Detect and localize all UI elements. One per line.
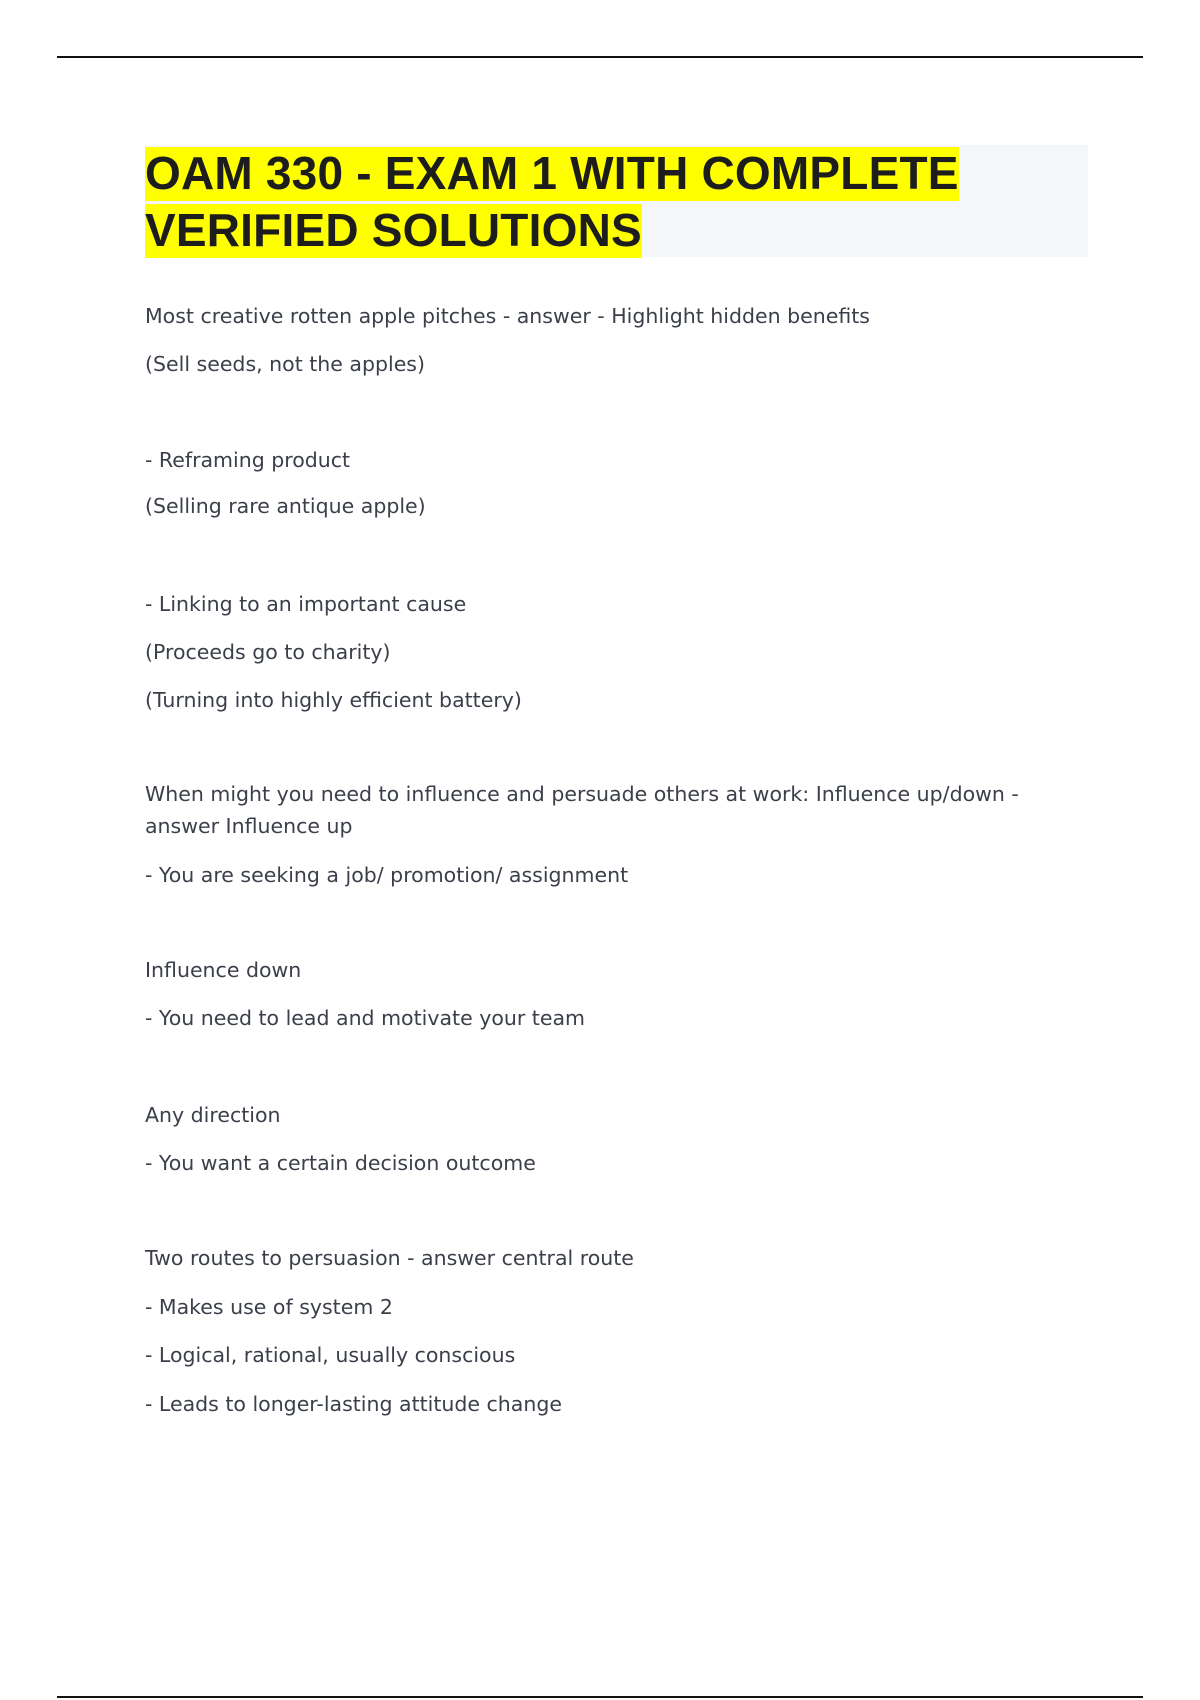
body-line: Influence down [145,958,302,982]
body-line: - Leads to longer-lasting attitude change [145,1392,562,1416]
body-line: - Logical, rational, usually conscious [145,1343,516,1367]
body-line: (Selling rare antique apple) [145,494,426,518]
body-line: Most creative rotten apple pitches - answer - Highlight hidden benefits [145,304,870,328]
body-line: Any direction [145,1103,281,1127]
body-line: - Reframing product [145,448,351,472]
body-line: - You are seeking a job/ promotion/ assignment [145,863,629,887]
body-line: - You want a certain decision outcome [145,1151,536,1175]
body-line: When might you need to influence and persuade others at work: Influence up/down - answer Influence up [145,782,1019,838]
body-line: - Makes use of system 2 [145,1295,393,1319]
page-title [145,145,1088,259]
body-line: Two routes to persuasion - answer central route [145,1246,634,1270]
body-line: - You need to lead and motivate your team [145,1006,585,1030]
body-line: (Turning into highly efficient battery) [145,688,522,712]
title-block [145,145,1088,257]
page-title-text: OAM 330 - EXAM 1 WITH COMPLETE VERIFIED SOLUTIONS [145,147,959,256]
top-rule [57,56,1143,58]
bottom-rule [57,1696,1143,1698]
body-line: (Sell seeds, not the apples) [145,352,425,376]
body-line: - Linking to an important cause [145,592,467,616]
body-line: (Proceeds go to charity) [145,640,391,664]
